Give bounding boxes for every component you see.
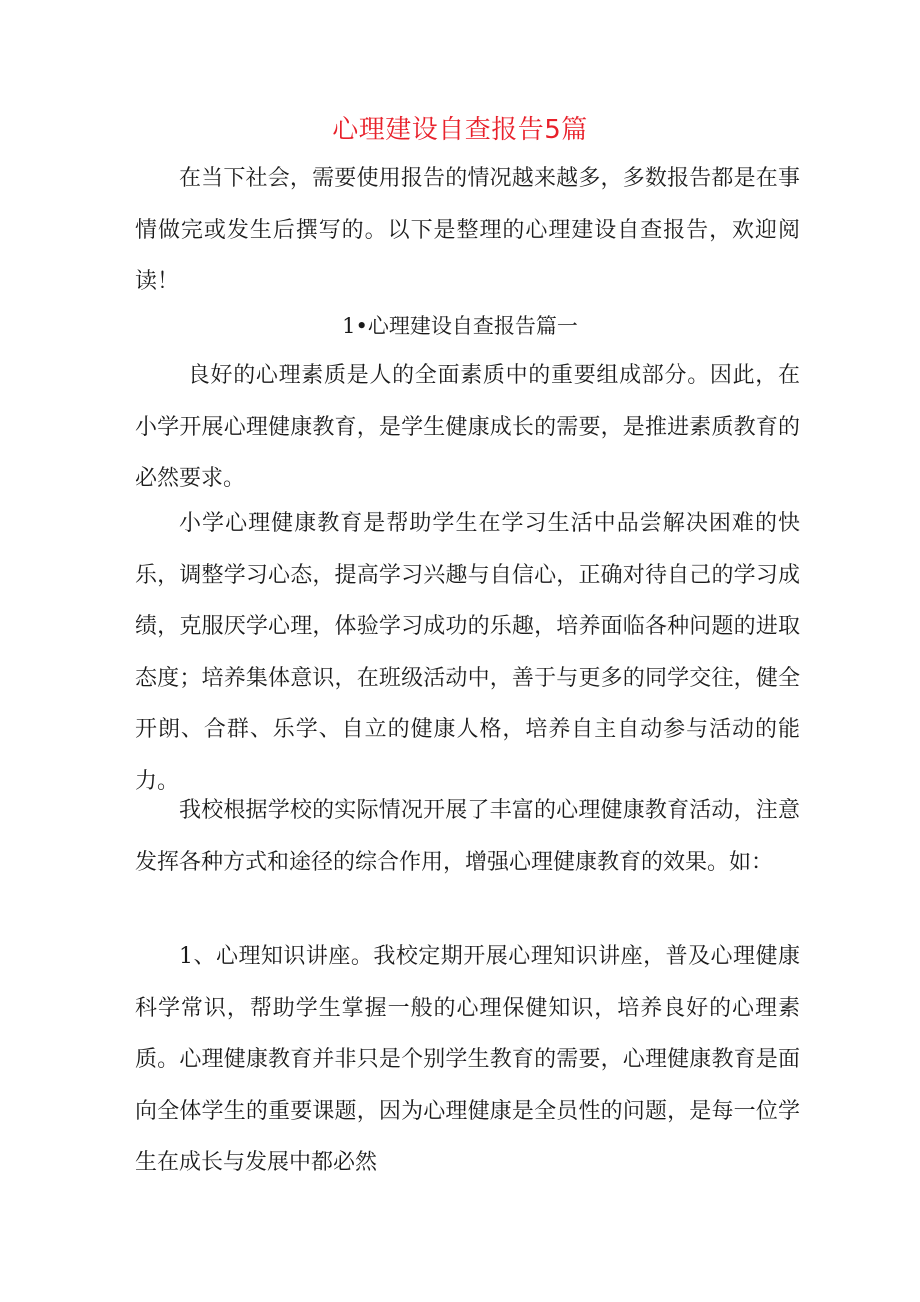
document-title: 心理建设自查报告5篇: [332, 115, 588, 145]
intro-paragraph: 在当下社会，需要使用报告的情况越来越多，多数报告都是在事情做完或发生后撰写的。以下是整理的心理建设自查报告，欢迎阅读！: [135, 166, 800, 294]
body-paragraph: 1、心理知识讲座。我校定期开展心理知识讲座，普及心理健康科学常识，帮助学生掌握一般的心理保健知识，培养良好的心理素质。心理健康教育并非只是个别学生教育的需要，心理健康教育是面向全体学生的重要课题，因为心理健康是全员性的问题，是每一位学生在成长与发展中都必然: [135, 944, 800, 1175]
section-heading: 1•心理建设自查报告篇一: [342, 314, 578, 338]
body-paragraph: 小学心理健康教育是帮助学生在学习生活中品尝解决困难的快乐，调整学习心态，提高学习兴趣与自信心，正确对待自己的学习成绩，克服厌学心理，体验学习成功的乐趣，培养面临各种问题的进取态度；培养集体意识，在班级活动中，善于与更多的同学交往，健全开朗、合群、乐学、自立的健康人格，培养自主自动参与活动的能力。: [135, 511, 800, 794]
body-paragraph: 良好的心理素质是人的全面素质中的重要组成部分。因此，在小学开展心理健康教育，是学生健康成长的需要，是推进素质教育的必然要求。: [135, 363, 800, 491]
body-paragraph: 我校根据学校的实际情况开展了丰富的心理健康教育活动，注意发挥各种方式和途径的综合作用，增强心理健康教育的效果。如：: [135, 798, 800, 875]
